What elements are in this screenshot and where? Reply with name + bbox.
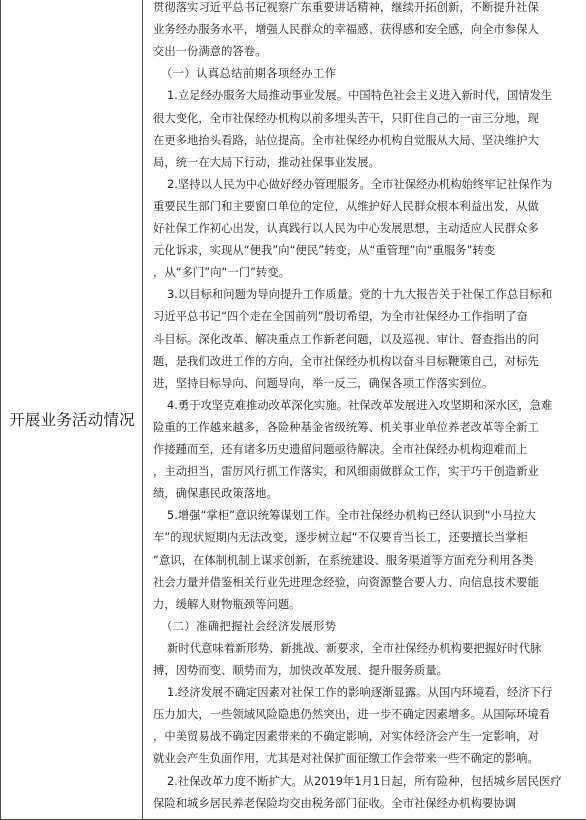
paragraph-line: 重要民生部门和主要窗口单位的定位，从维护好人民群众根本利益出发，从做 xyxy=(153,199,539,213)
paragraph-line: 力，缓解人财物瓶颈等问题。 xyxy=(153,597,301,611)
row-label: 开展业务活动情况 xyxy=(9,411,135,429)
section-heading: （一）认真总结前期各项经办工作 xyxy=(161,67,337,81)
paragraph-line: ”意识，在体制机制上谋求创新，在系统建设、服务渠道等方面充分利用各类 xyxy=(153,553,534,567)
paragraph-line: ，主动担当，雷厉风行抓工作落实，和风细雨做群众工作，实干巧干创造新业 xyxy=(153,465,539,479)
paragraph-line: 保险和城乡居民养老保险均交由税务部门征收。全市社保经办机构要协调 xyxy=(153,796,517,810)
content-cell xyxy=(143,0,586,819)
paragraph-line: 新时代意味着新形势、新挑战、新要求，全市社保经办机构要把握好时代脉 xyxy=(167,641,542,655)
paragraph-line: 题，是我们改进工作的方向，全市社保经办机构以奋斗目标鞭策自己，对标先 xyxy=(153,354,539,368)
paragraph-line: 业务经办服务水平，增强人民群众的幸福感、获得感和安全感，向全市参保人 xyxy=(153,23,539,37)
paragraph-line: 元化诉求，实现从“便我”向“便民”转变，从“重管理”向“重服务”转变 xyxy=(153,244,496,258)
paragraph-line: 险重的工作越来越多，各险种基金省级统筹、机关事业单位养老改革等全新工 xyxy=(153,420,539,434)
paragraph-line: ，从“多门”向“一门”转变。 xyxy=(153,266,291,280)
section-heading: （二）准确把握社会经济发展形势 xyxy=(161,619,337,633)
paragraph-line: 社会力量并借鉴相关行业先进理念经验，向资源整合要人力、向信息技术要能 xyxy=(153,575,539,589)
paragraph-line: ，中美贸易战不确定因素带来的不确定影响，对实体经济会产生一定影响，对 xyxy=(153,730,539,744)
paragraph-line: 车”的现状短期内无法改变，逐步树立起“不仅要肯当长工，还要擅长当掌柜 xyxy=(153,531,528,545)
paragraph-line: 贯彻落实习近平总书记视察广东重要讲话精神，继续开拓创新，不断提升社保 xyxy=(153,1,539,14)
paragraph-line: 局，统一在大局下行动，推动社保事业发展。 xyxy=(153,155,380,169)
paragraph-line: 2.社保改革力度不断扩大。从2019年1月1日起，所有险种，包括城乡居民医疗 xyxy=(167,774,562,788)
label-cell xyxy=(1,0,143,819)
paragraph-line: 好社保工作初心出发，认真践行以人民为中心发展思想，主动适应人民群众多 xyxy=(153,222,539,235)
paragraph-line: 搏，因势而变、顺势而为，加快改革发展、提升服务质量。 xyxy=(153,664,449,677)
paragraph-line: 1.立足经办服务大局推动事业发展。中国特色社会主义进入新时代，国情发生 xyxy=(167,89,553,103)
paragraph-line: 作接踵而至，还有诸多历史遗留问题亟待解决。全市社保经办机构迎难而上 xyxy=(153,443,528,456)
paragraph-line: 1.经济发展不确定因素对社保工作的影响逐渐显露。从国内环境看，经济下行 xyxy=(167,686,553,700)
paragraph-line: 习近平总书记“四个走在全国前列”殷切希望，为全市社保经办工作指明了奋 xyxy=(153,310,528,324)
paragraph-line: 3.以目标和问题为导向提升工作质量。党的十九大报告关于社保工作总目标和 xyxy=(167,288,553,302)
paragraph-line: 4.勇于攻坚克难推动改革深化实施。社保改革发展进入攻坚期和深水区，急难 xyxy=(167,398,553,412)
paragraph-line: 就业会产生负面作用，尤其是对社保扩面征缴工作会带来一些不确定的影响。 xyxy=(153,752,539,766)
paragraph-line: 在更多地抬头看路，站位提高。全市社保经办机构自觉服从大局、坚决维护大 xyxy=(153,133,539,147)
paragraph-line: 进，坚持目标导向、问题导向，举一反三，确保各项工作落实到位。 xyxy=(153,376,494,390)
paragraph-line: 压力加大，一些领域风险隐患仍然突出，进一步不确定因素增多。从国际环境看 xyxy=(153,708,551,722)
paragraph-line: 交出一份满意的答卷。 xyxy=(153,45,267,59)
paragraph-line: 斗目标。深化改革、解决重点工作新老问题，以及巡视、审计、督查指出的问 xyxy=(153,332,539,346)
paragraph-line: 很大变化，全市社保经办机构以前多埋头苦干，只盯住自己的一亩三分地，现 xyxy=(153,111,539,125)
paragraph-line: 5.增强“掌柜”意识统筹谋划工作。全市社保经办机构已经认识到“小马拉大 xyxy=(167,509,536,523)
paragraph-line: 2.坚持以人民为中心做好经办管理服务。全市社保经办机构始终牢记社保作为 xyxy=(167,177,553,191)
paragraph-line: 绩，确保惠民政策落地。 xyxy=(153,487,278,501)
